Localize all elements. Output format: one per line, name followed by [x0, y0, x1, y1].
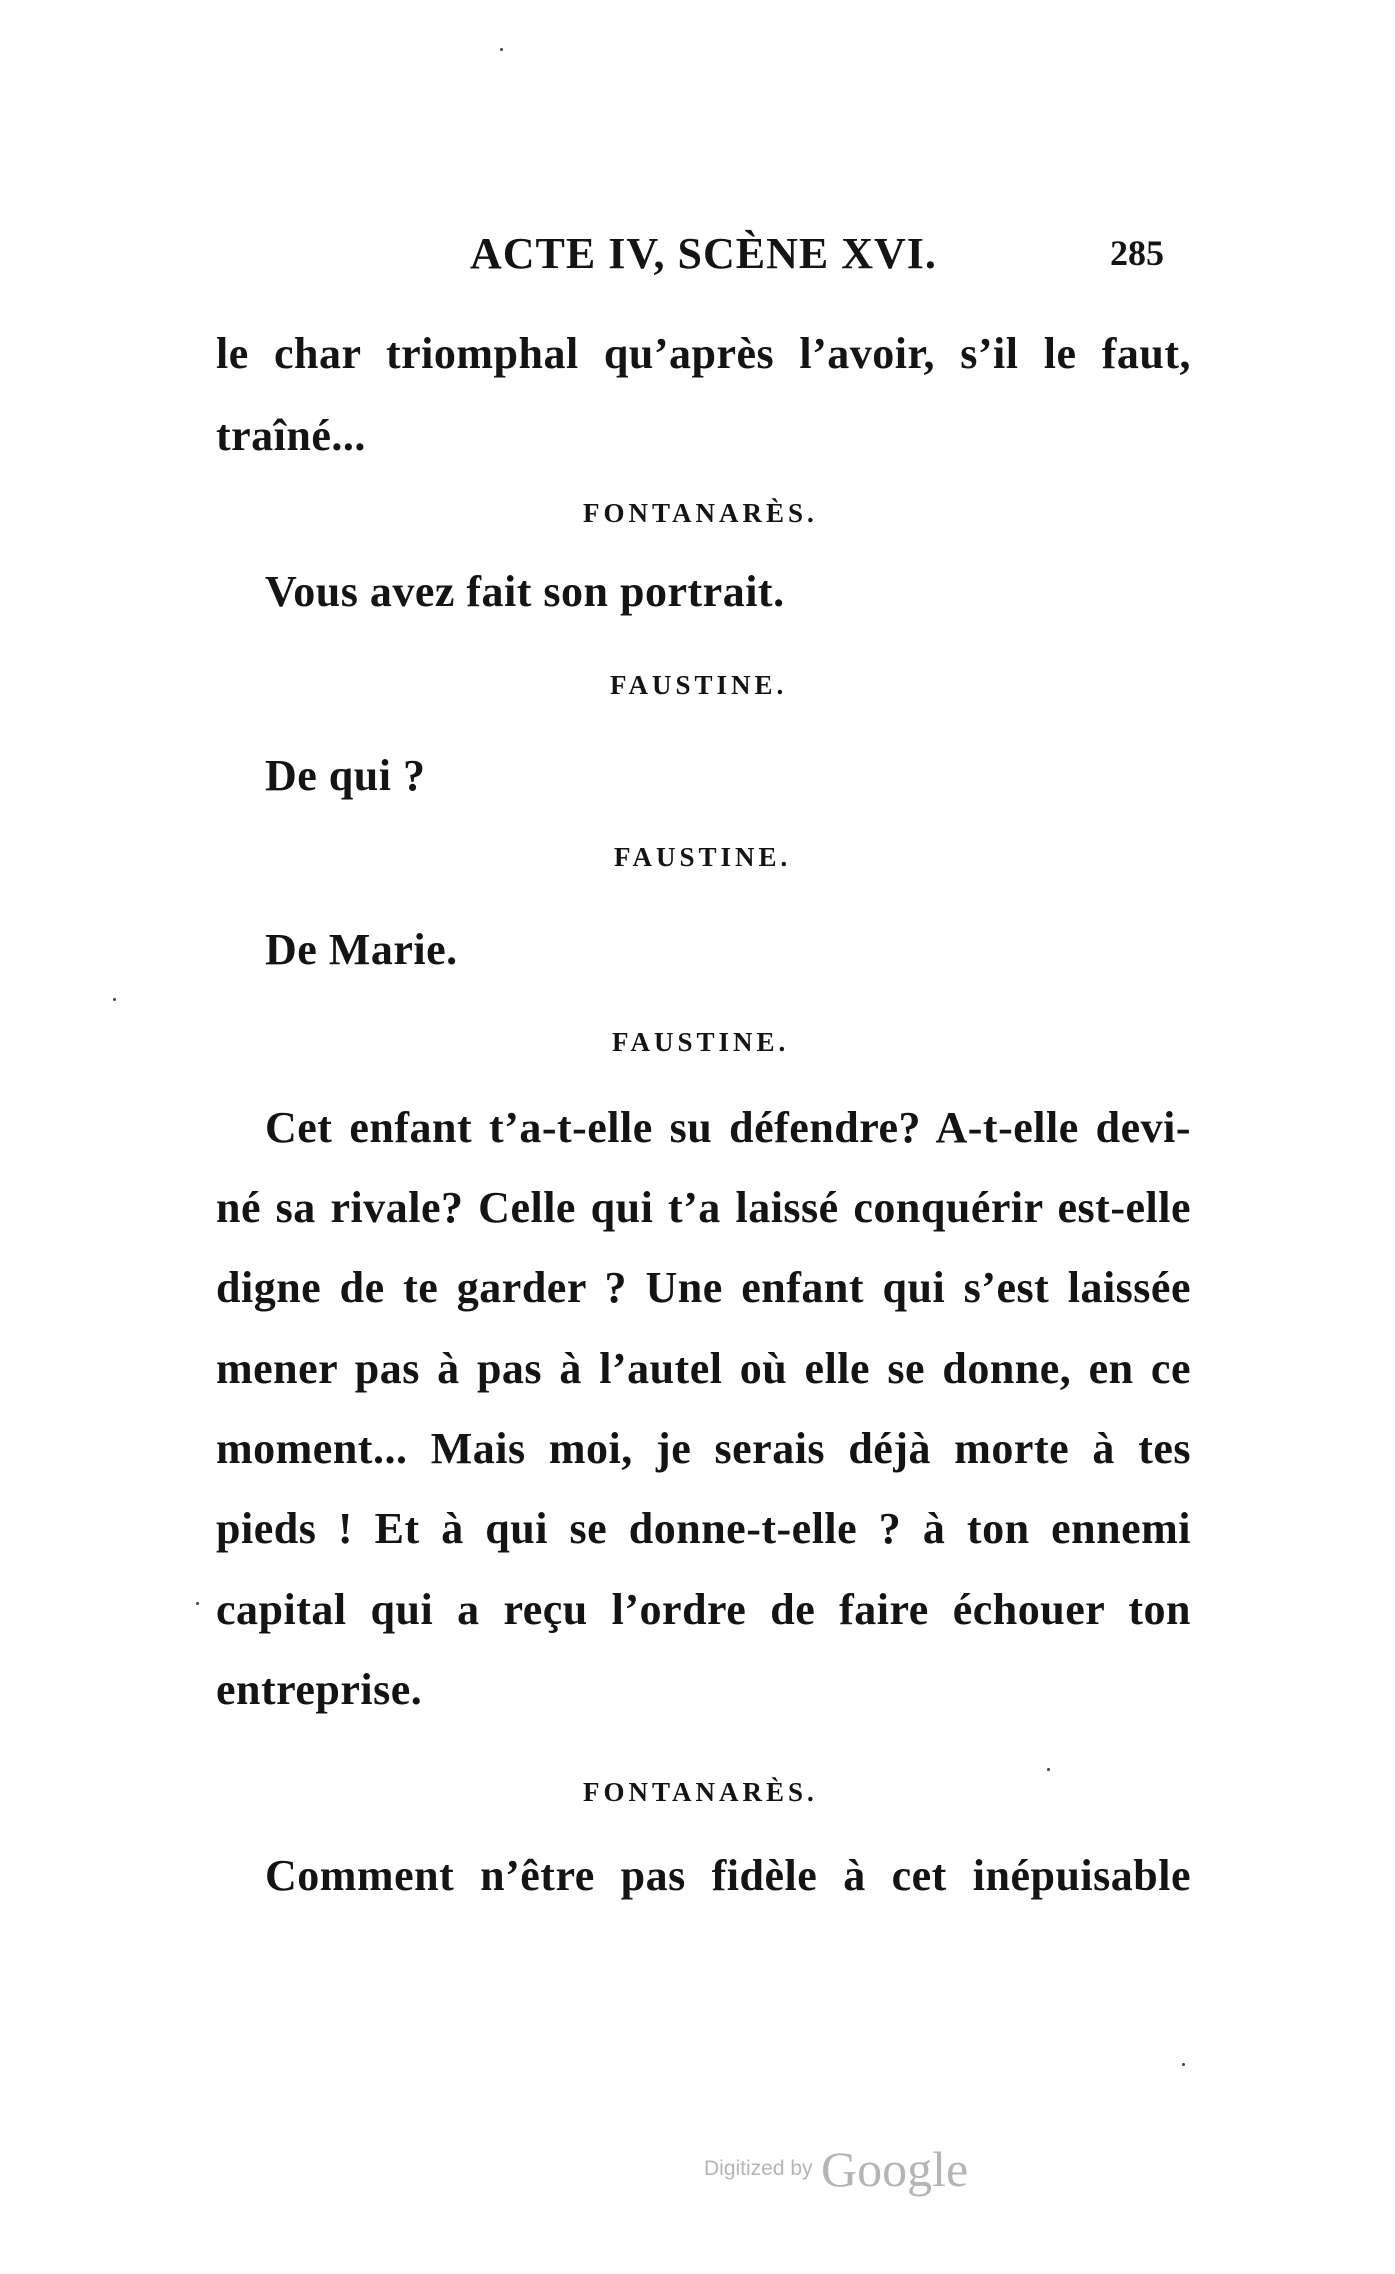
page-number: 285	[1110, 233, 1164, 273]
dialogue-line: né sa rivale? Celle qui t’a laissé conquérir est-elle	[216, 1183, 1191, 1232]
dialogue-line: Comment n’être pas fidèle à cet inépuisable	[265, 1851, 1191, 1900]
digitized-by-google-watermark	[704, 2140, 968, 2198]
watermark-prefix: Digitized by	[704, 2157, 813, 2180]
dialogue-line: moment... Mais moi, je serais déjà morte à tes	[216, 1424, 1191, 1473]
speaker-name: FAUSTINE.	[612, 1027, 790, 1057]
dialogue-line: De Marie.	[265, 925, 458, 974]
scan-speck	[113, 998, 116, 1001]
dialogue-line: Cet enfant t’a-t-elle su défendre? A-t-elle devi-	[265, 1103, 1191, 1152]
dialogue-line: mener pas à pas à l’autel où elle se donne, en ce	[216, 1344, 1191, 1393]
scan-speck	[500, 48, 503, 51]
dialogue-line: Vous avez fait son portrait.	[265, 567, 785, 616]
dialogue-line: De qui ?	[265, 751, 426, 800]
dialogue-line: digne de te garder ? Une enfant qui s’est laissée	[216, 1263, 1191, 1312]
scan-speck	[1182, 2063, 1185, 2066]
text-line: traîné...	[216, 411, 366, 460]
dialogue-line: capital qui a reçu l’ordre de faire échouer ton	[216, 1585, 1191, 1634]
text-line: le char triomphal qu’après l’avoir, s’il le faut,	[216, 329, 1191, 378]
dialogue-line: pieds ! Et à qui se donne-t-elle ? à ton ennemi	[216, 1504, 1191, 1553]
speaker-name: FONTANARÈS.	[583, 498, 818, 528]
speaker-name: FAUSTINE.	[614, 842, 792, 872]
scan-speck	[196, 1602, 199, 1605]
speaker-name: FAUSTINE.	[610, 670, 788, 700]
speaker-name: FONTANARÈS.	[583, 1777, 818, 1807]
running-head: ACTE IV, SCÈNE XVI.	[470, 229, 937, 278]
scan-speck	[1047, 1768, 1050, 1771]
dialogue-line: entreprise.	[216, 1665, 423, 1714]
google-logo: Google	[821, 2141, 969, 2197]
